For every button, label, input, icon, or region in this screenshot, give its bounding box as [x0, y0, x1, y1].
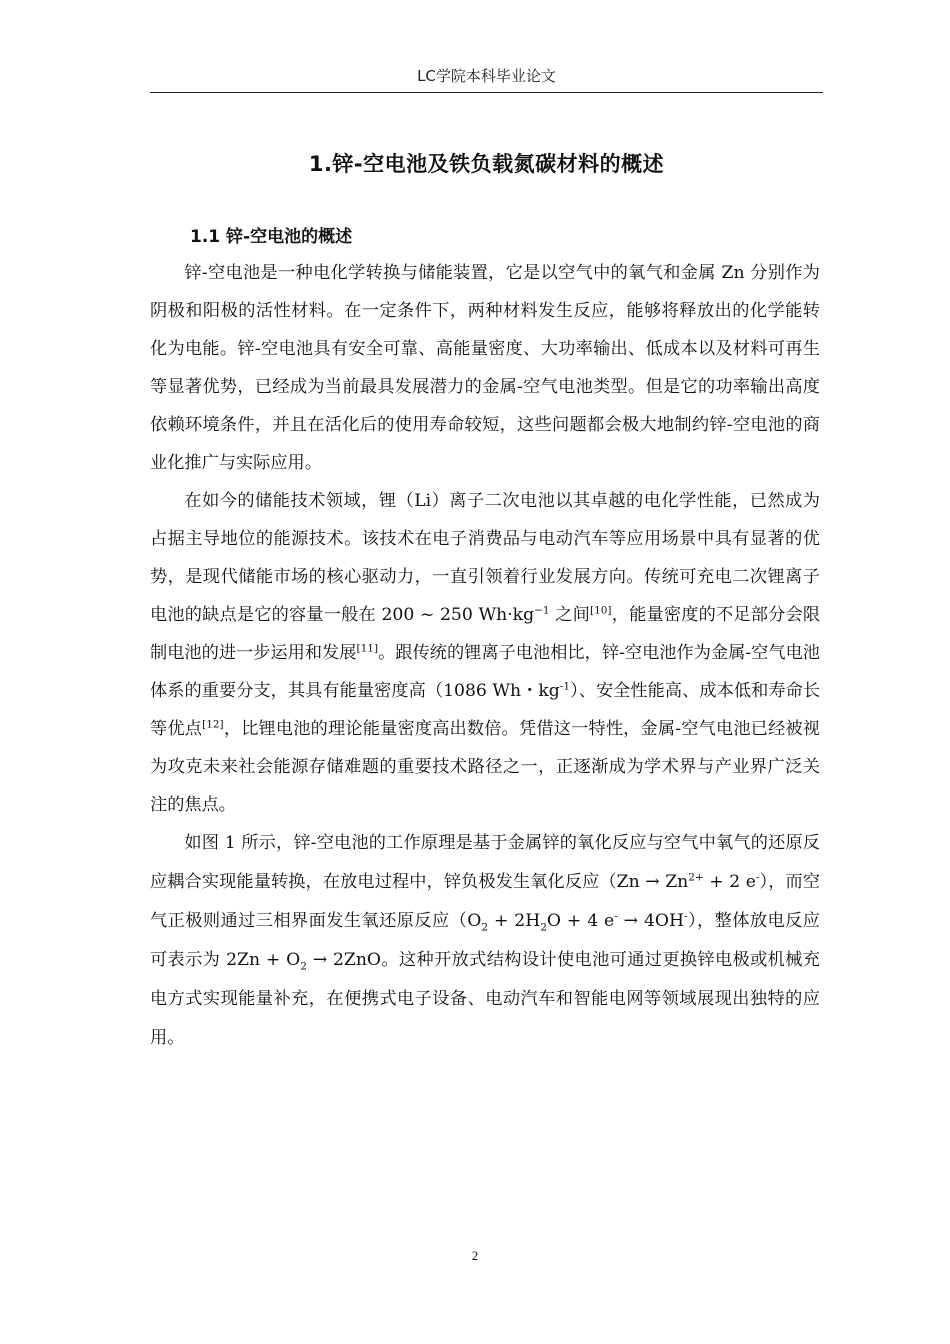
paragraph-1: 锌-空电池是一种电化学转换与储能装置，它是以空气中的氧气和金属 Zn 分别作为阴极和阳极的活性材料。在一定条件下，两种材料发生反应，能够将释放出的化学能转化为电能。锌-空电池具有安全可靠、高能量密度、大功率输出、低成本以及材料可再生等显著优势，已经成为当前最具发展潜力的金属-空气电池类型。但是它的功率输出高度依赖环境条件，并且在活化后的使用寿命较短，这些问题都会极大地制约锌-空电池的商业化推广与实际应用。 [150, 263, 820, 473]
page-number: 2 [471, 1248, 479, 1263]
citation-12: [12] [202, 718, 224, 731]
p3-sub-1: 2 [481, 921, 489, 934]
p2-text-1: 在如今的储能技术领域，锂（Li）离子二次电池以其卓越的电化学性能，已然成为占据主导地位的能源技术。该技术在电子消费品与电动汽车等应用场景中具有显著的优势，是现代储能市场的核心驱动力，一直引领着行业发展方向。传统可充电二次锂离子电池的缺点是它的容量一般在 200 ~ 250 Wh·kg [150, 491, 820, 625]
body-text [150, 254, 820, 1058]
paragraph-3 [150, 824, 820, 1058]
p3-text-1: 如图 1 所示，锌-空电池的工作原理是基于金属锌的氧化反应与空气中氧气的还原反应耦合实现能量转换，在放电过程中，锌负极发生氧化反应（Zn → Zn [150, 833, 820, 892]
p2-text-2: 之间 [549, 605, 590, 625]
p3-text-5: O + 4 e [546, 911, 615, 931]
paragraph-2 [150, 482, 820, 824]
p3-sup-4: - [684, 910, 688, 923]
p3-text-3: ），而空气正极则通过三相界面发生氧还原反应（O [150, 872, 820, 931]
p3-sup-3: - [614, 910, 618, 923]
p2-unit-sup-2: -1 [559, 680, 571, 693]
header-text: LC学院本科毕业论文 [417, 67, 556, 85]
section-title: 1.1 锌-空电池的概述 [190, 227, 353, 247]
p3-text-2: + 2 e [703, 872, 756, 892]
p2-unit-sup-1: −1 [534, 604, 550, 617]
chapter-title: 1.锌-空电池及铁负载氮碳材料的概述 [308, 152, 665, 176]
citation-10: [10] [589, 604, 612, 617]
p3-sub-2: 2 [540, 921, 547, 934]
p3-sub-3: 2 [300, 960, 307, 973]
page-header [150, 62, 823, 93]
p3-sup-2: - [755, 871, 760, 884]
p3-text-4: + 2H [488, 911, 541, 931]
p2-text-6: ，比锂电池的理论能量密度高出数倍。凭借这一特性，金属-空气电池已经被视为攻克未来社会能源存储难题的重要技术路径之一，正逐渐成为学术界与产业界广泛关注的焦点。 [150, 719, 820, 815]
p3-text-8: → 2ZnO。这种开放式结构设计使电池可通过更换锌电极或机械充电方式实现能量补充，在便携式电子设备、电动汽车和智能电网等领域展现出独特的应用。 [150, 950, 820, 1048]
citation-11: [11] [356, 642, 379, 655]
p3-sup-1: 2+ [688, 871, 704, 884]
p2-text-5: ）、安全性能高、成本低和寿命长等优点 [150, 681, 821, 739]
p3-text-6: → 4OH [617, 911, 685, 931]
p3-text-7: ），整体放电反应可表示为 2Zn + O [150, 911, 820, 970]
p2-text-3: ，能量密度的不足部分会限制电池的进一步运用和发展 [150, 605, 821, 663]
p2-text-4: 。跟传统的锂离子电池相比，锌-空电池作为金属-空气电池体系的重要分支，其具有能量密度高（1086 Wh・kg [150, 643, 820, 701]
